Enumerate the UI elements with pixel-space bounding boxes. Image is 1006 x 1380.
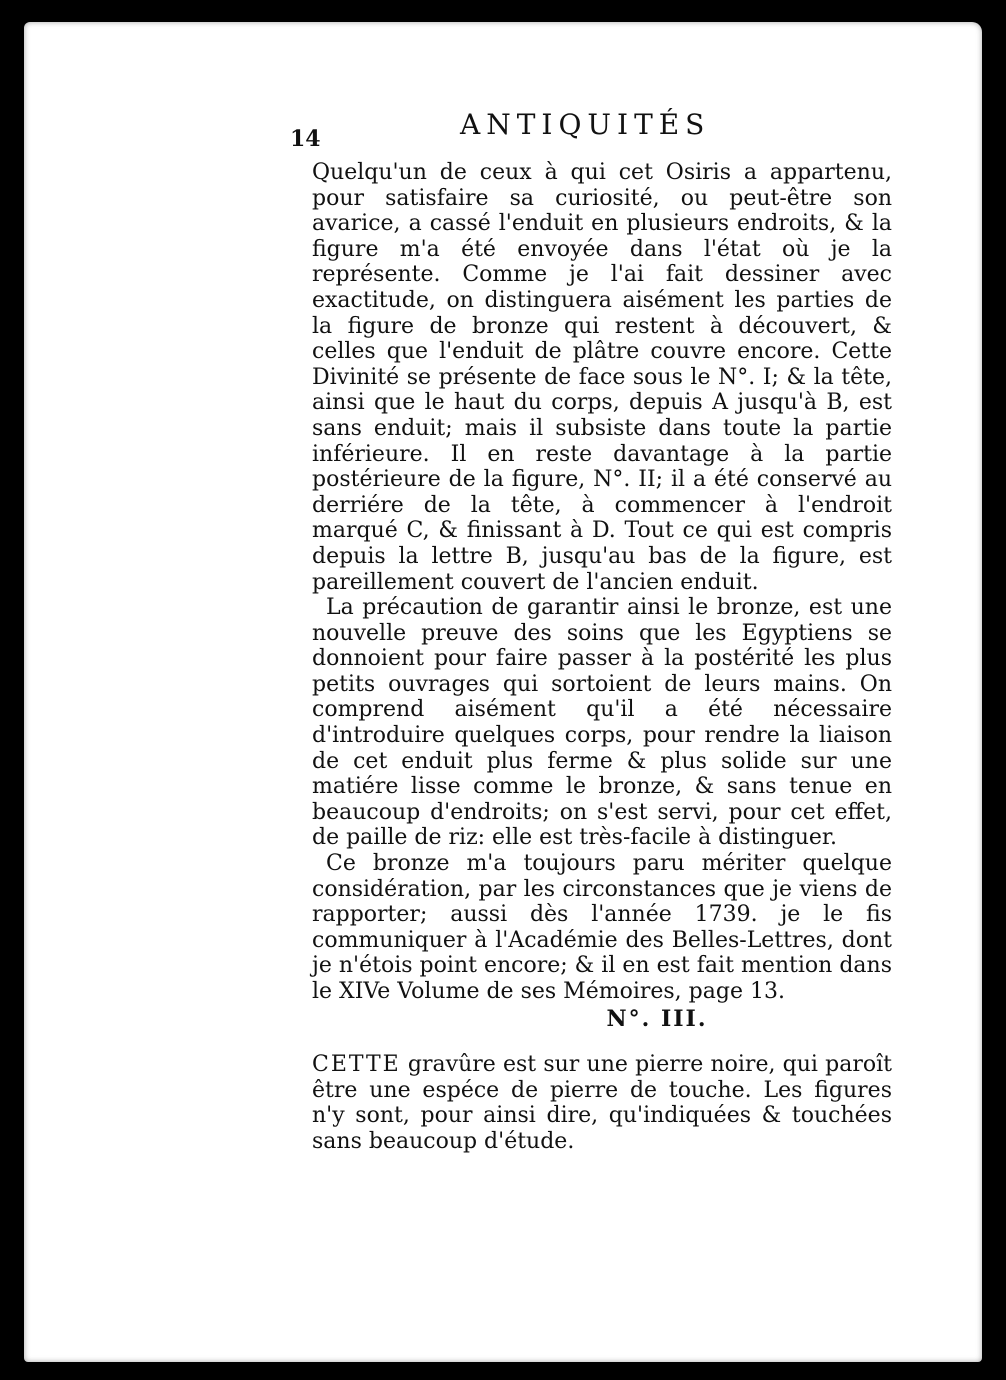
page-header: [290, 108, 890, 152]
paragraph: La précaution de garantir ainsi le bronze, est une nouvelle preuve des soins que les Egyptiens se donnoient pour faire passer à la postérité les plus petits ouvrages qui sortoient de leurs mains. On comprend aisément qu'il a été nécessaire d'introduire quelques corps, pour rendre la liaison de cet enduit plus ferme & plus solide sur une matiére lisse comme le bronze, & sans tenue en beaucoup d'endroits; on s'est servi, pour cet effet, de paille de riz: elle est très-facile à distinguer.: [312, 595, 892, 851]
page-body: [312, 160, 892, 1155]
paragraph: Quelqu'un de ceux à qui cet Osiris a appartenu, pour satisfaire sa curiosité, ou peut-être son avarice, a cassé l'enduit en plusieurs endroits, & la figure m'a été envoyée dans l'état où je la représente. Comme je l'ai fait dessiner avec exactitude, on distinguera aisément les parties de la figure de bronze qui restent à découvert, & celles que l'enduit de plâtre couvre encore. Cette Divinité se présente de face sous le N°. I; & la tête, ainsi que le haut du corps, depuis A jusqu'à B, est sans enduit; mais il subsiste dans toute la partie inférieure. Il en reste davantage à la partie postérieure de la figure, N°. II; il a été conservé au derriére de la tête, à commencer à l'endroit marqué C, & finissant à D. Tout ce qui est compris depuis la lettre B, jusqu'au bas de la figure, est pareillement couvert de l'ancien enduit.: [312, 160, 892, 595]
paragraph: Ce bronze m'a toujours paru mériter quelque considération, par les circonstances que je viens de rapporter; aussi dès l'année 1739. je le fis communiquer à l'Académie des Belles-Lettres, dont je n'étois point encore; & il en est fait mention dans le XIVe Volume de ses Mémoires, page 13.: [312, 851, 892, 1004]
section-paragraph: [312, 1052, 892, 1154]
section-text: gravûre est sur une pierre noire, qui paroît être une espéce de pierre de touche. Les figures n'y sont, pour ainsi dire, qu'indiquées & touchées sans beaucoup d'étude.: [312, 1052, 892, 1154]
page-number: 14: [290, 126, 321, 152]
lead-word: CETTE: [312, 1052, 401, 1078]
section-heading: N°. III.: [606, 1005, 708, 1032]
running-title: ANTIQUITÉS: [460, 108, 711, 141]
